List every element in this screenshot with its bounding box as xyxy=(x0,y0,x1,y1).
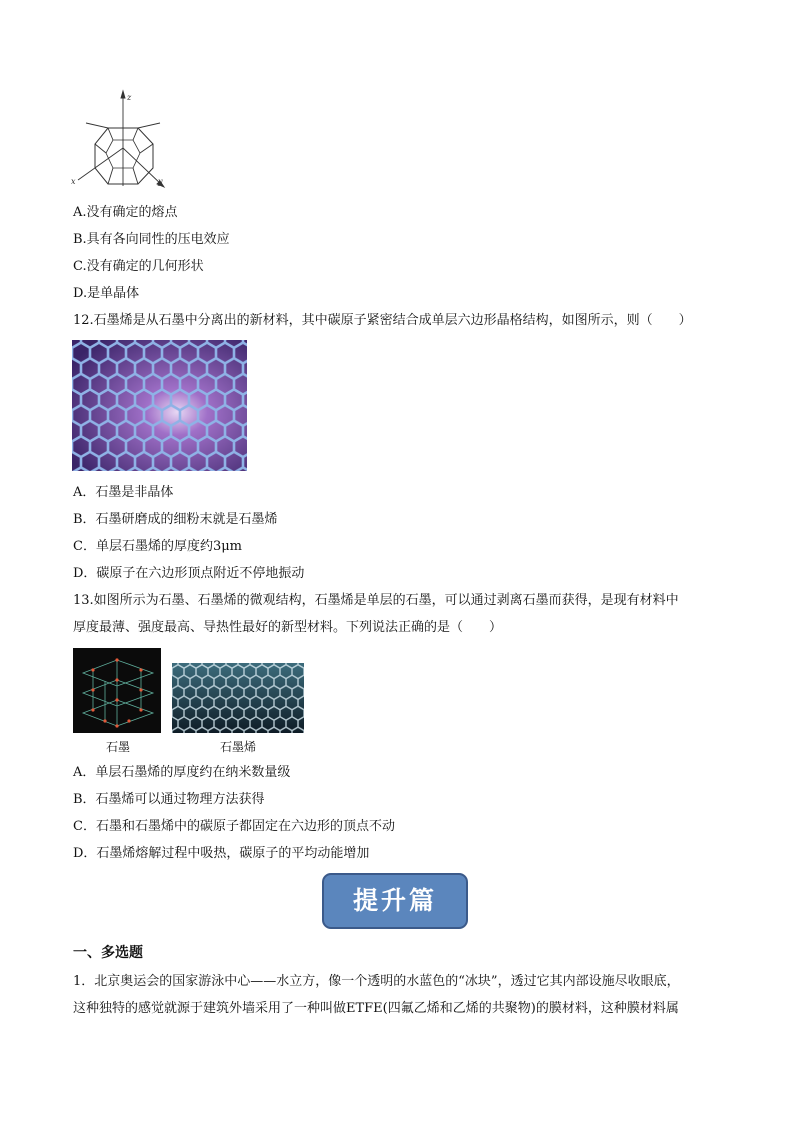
axis-label-y: y xyxy=(158,177,163,186)
q11-option-d: D.是单晶体 xyxy=(73,286,140,301)
q12-option-c: C．单层石墨烯的厚度约3μm xyxy=(73,539,242,554)
graphene-structure-image xyxy=(172,663,304,733)
caption-graphene: 石墨烯 xyxy=(220,740,257,754)
graphene-lattice-image xyxy=(72,340,247,471)
q13-option-c: C．石墨和石墨烯中的碳原子都固定在六边形的顶点不动 xyxy=(73,819,395,834)
q13-option-d: D．石墨烯熔解过程中吸热，碳原子的平均动能增加 xyxy=(73,846,370,861)
q13-stem-line1: 13.如图所示为石墨、石墨烯的微观结构，石墨烯是单层的石墨，可以通过剥离石墨而获得，是现有材料中 xyxy=(73,593,679,608)
q12-option-b: B．石墨研磨成的细粉末就是石墨烯 xyxy=(73,512,278,527)
caption-graphite: 石墨 xyxy=(106,740,131,754)
axis-label-x: x xyxy=(71,177,76,186)
q1-stem-line2: 这种独特的感觉就源于建筑外墙采用了一种叫做ETFE(四氟乙烯和乙烯的共聚物)的膜材料，这种膜材料属 xyxy=(73,1001,679,1016)
q13-stem-line2: 厚度最薄、强度最高、导热性最好的新型材料。下列说法正确的是（ ） xyxy=(73,620,503,635)
graphite-structure-image xyxy=(73,648,161,733)
q1-stem-line1: 1．北京奥运会的国家游泳中心——水立方，像一个透明的水蓝色的“冰块”，透过它其内部设施尽收眼底， xyxy=(73,974,680,989)
section-title-multiple-choice: 一、多选题 xyxy=(73,945,143,961)
q12-option-d: D．碳原子在六边形顶点附近不停地振动 xyxy=(73,566,305,581)
crystal-axes-figure xyxy=(68,88,168,198)
advanced-section-banner: 提升篇 xyxy=(322,873,468,929)
axis-label-z: z xyxy=(127,93,132,102)
q11-option-b: B.具有各向同性的压电效应 xyxy=(73,232,230,247)
q12-stem: 12.石墨烯是从石墨中分离出的新材料，其中碳原子紧密结合成单层六边形晶格结构，如图所示，则（ ） xyxy=(73,313,692,328)
q12-option-a: A．石墨是非晶体 xyxy=(73,485,174,500)
q13-option-a: A．单层石墨烯的厚度约在纳米数量级 xyxy=(73,765,291,780)
q11-option-a: A.没有确定的熔点 xyxy=(73,205,178,220)
y-axis xyxy=(123,148,163,186)
q13-option-b: B．石墨烯可以通过物理方法获得 xyxy=(73,792,265,807)
q11-option-c: C.没有确定的几何形状 xyxy=(73,259,204,274)
